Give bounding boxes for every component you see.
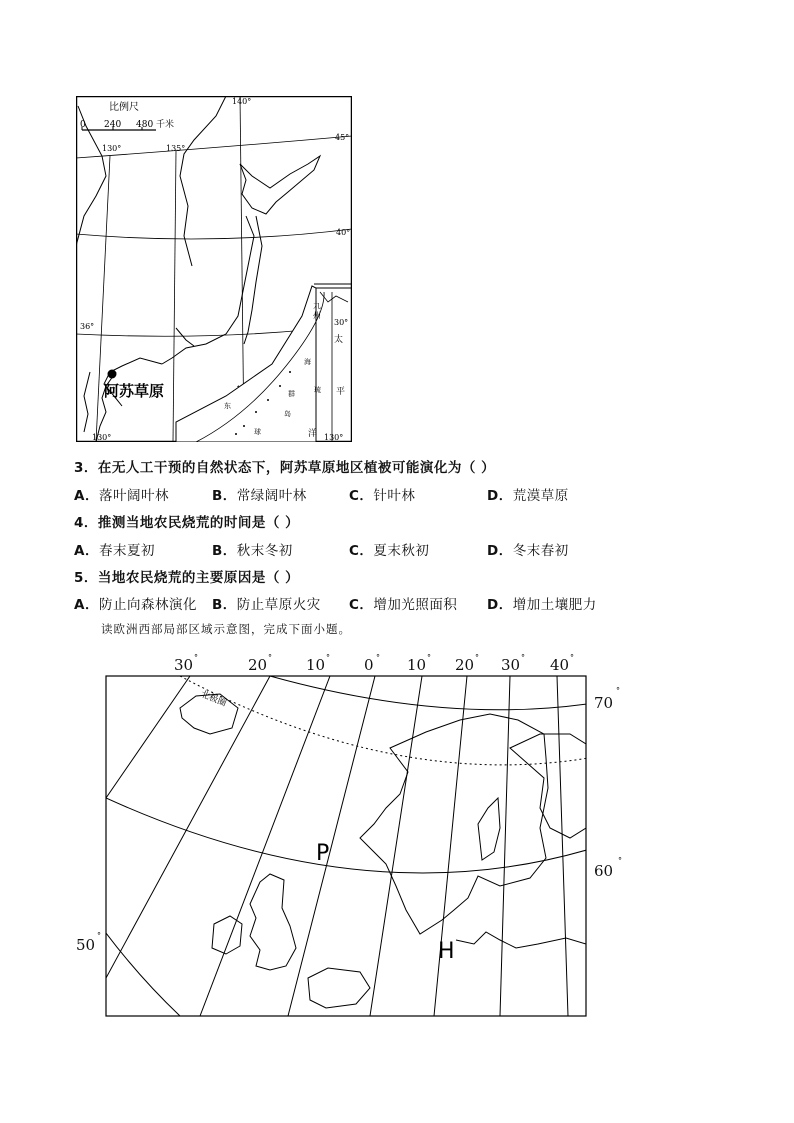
- lon-label: 130°: [102, 144, 122, 153]
- svg-text:琉: 琉: [314, 386, 321, 394]
- svg-text:球: 球: [254, 428, 261, 436]
- lon-label: 40: [550, 656, 570, 674]
- q4-option-d[interactable]: D．冬末春初: [487, 543, 569, 559]
- svg-text:480: 480: [136, 120, 154, 130]
- svg-text:240: 240: [104, 120, 122, 130]
- lon-label: 10: [407, 656, 427, 674]
- lon-label: 135°: [166, 144, 186, 153]
- q4-option-a[interactable]: A．春末夏初: [74, 543, 155, 559]
- svg-text:°: °: [194, 653, 198, 662]
- lon-label: 140°: [232, 97, 252, 106]
- svg-text:°: °: [618, 856, 622, 865]
- lon-label: 20: [455, 656, 475, 674]
- lat-label: 60: [594, 862, 614, 880]
- intro-text: 读欧洲西部局部区域示意图，完成下面小题。: [101, 622, 351, 636]
- svg-text:°: °: [326, 653, 330, 662]
- svg-text:比例尺: 比例尺: [109, 102, 139, 113]
- svg-text:°: °: [570, 653, 574, 662]
- q3-option-c[interactable]: C．针叶林: [349, 488, 416, 504]
- q5-option-d[interactable]: D．增加土壤肥力: [487, 597, 597, 613]
- svg-text:洋: 洋: [308, 429, 318, 439]
- lon-label: 130°: [324, 433, 344, 442]
- aso-marker: [108, 370, 117, 379]
- svg-text:平: 平: [336, 387, 346, 397]
- lat-label: 36°: [80, 322, 95, 331]
- q4-option-c[interactable]: C．夏末秋初: [349, 543, 430, 559]
- lat-label: 30°: [334, 318, 349, 327]
- aso-label: 阿苏草原: [104, 382, 165, 400]
- arctic-circle-label: 北极圈: [198, 689, 228, 709]
- svg-text:海: 海: [304, 358, 311, 366]
- q5-option-a[interactable]: A．防止向森林演化: [74, 597, 197, 613]
- lon-label: 130°: [92, 433, 112, 442]
- svg-text:0: 0: [80, 120, 86, 130]
- svg-text:°: °: [268, 653, 272, 662]
- svg-text:群: 群: [288, 390, 295, 398]
- svg-text:°: °: [376, 653, 380, 662]
- lat-label: 45°: [335, 133, 350, 142]
- svg-text:°: °: [616, 686, 620, 695]
- q5-option-b[interactable]: B．防止草原火灾: [212, 597, 321, 613]
- svg-text:°: °: [97, 931, 101, 940]
- q5-option-c[interactable]: C．增加光照面积: [349, 597, 458, 613]
- svg-text:东: 东: [224, 402, 231, 410]
- question-3-stem: 3．在无人工干预的自然状态下，阿苏草原地区植被可能演化为（ ）: [74, 460, 496, 476]
- question-5-stem: 5．当地农民烧荒的主要原因是（ ）: [74, 570, 300, 586]
- svg-text:九: 九: [313, 301, 321, 310]
- q3-option-b[interactable]: B．常绿阔叶林: [212, 488, 307, 504]
- svg-text:岛: 岛: [284, 410, 291, 418]
- lon-label: 30: [174, 656, 194, 674]
- q4-option-b[interactable]: B．秋末冬初: [212, 543, 293, 559]
- lon-label: 10: [306, 656, 326, 674]
- point-p-label: P: [316, 841, 330, 866]
- lat-label: 40°: [336, 228, 351, 237]
- question-4-stem: 4．推测当地农民烧荒的时间是（ ）: [74, 515, 300, 531]
- q3-option-d[interactable]: D．荒漠草原: [487, 488, 569, 504]
- lat-label: 50: [76, 936, 96, 954]
- q3-option-a[interactable]: A．落叶阔叶林: [74, 488, 169, 504]
- svg-text:°: °: [521, 653, 525, 662]
- europe-map: [70, 648, 630, 1023]
- lon-label: 20: [248, 656, 268, 674]
- lon-label: 30: [501, 656, 521, 674]
- svg-text:°: °: [475, 653, 479, 662]
- lon-label: 0: [364, 656, 374, 674]
- japan-map: [76, 96, 352, 442]
- svg-text:°: °: [427, 653, 431, 662]
- lat-label: 70: [594, 694, 614, 712]
- svg-text:州: 州: [313, 311, 321, 320]
- svg-text:太: 太: [334, 335, 344, 345]
- svg-text:千米: 千米: [156, 120, 175, 130]
- point-h-label: H: [438, 939, 455, 964]
